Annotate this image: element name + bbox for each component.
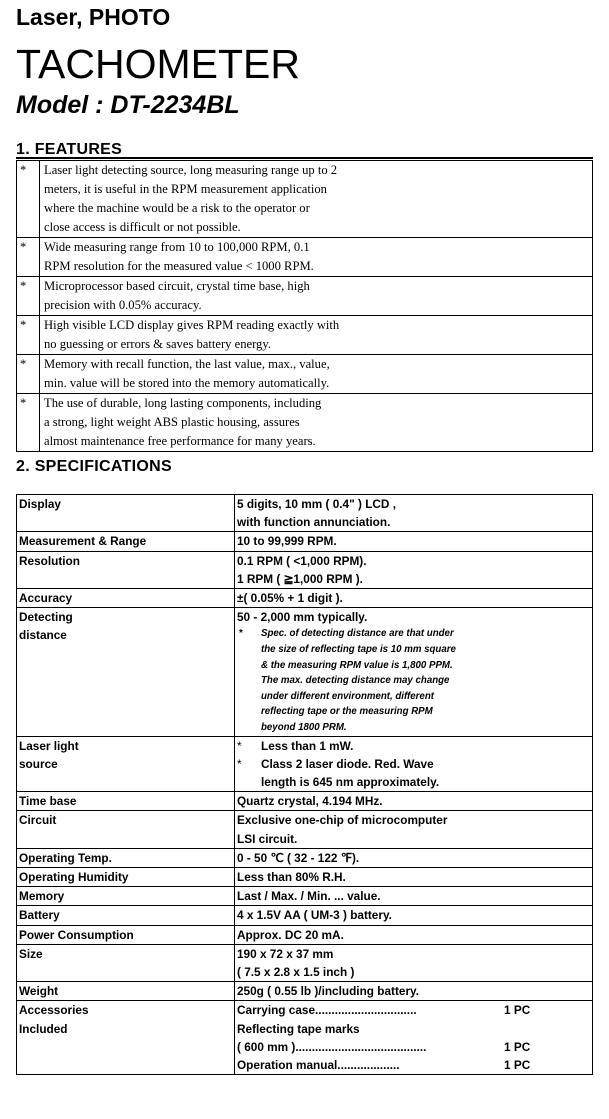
spec-label-line: Included bbox=[19, 1021, 68, 1036]
spec-value bbox=[235, 811, 593, 848]
note-line: beyond 1800 PRM. bbox=[261, 721, 347, 733]
note-line: Spec. of detecting distance are that under bbox=[261, 628, 454, 640]
spec-label bbox=[17, 608, 235, 736]
spec-value-line: 10 to 99,999 RPM. bbox=[237, 534, 337, 549]
feature-line: The use of durable, long lasting components, including bbox=[44, 396, 322, 410]
spec-value bbox=[235, 868, 593, 887]
bullet-star: * bbox=[17, 355, 40, 394]
bullet-star: * bbox=[17, 316, 40, 355]
bullet-star: * bbox=[17, 394, 40, 452]
spec-value-line: ±( 0.05% + 1 digit ). bbox=[237, 591, 343, 606]
feature-row bbox=[17, 238, 593, 277]
spec-value-line: 0 - 50 ℃ ( 32 - 122 ℉). bbox=[237, 850, 360, 865]
feature-line: Laser light detecting source, long measuring range up to 2 bbox=[44, 163, 338, 177]
feature-text bbox=[40, 238, 593, 277]
spec-row bbox=[17, 982, 593, 1001]
accessory-name: Operation manual................... bbox=[237, 1058, 400, 1073]
spec-value-line: ( 7.5 x 2.8 x 1.5 inch ) bbox=[237, 965, 355, 980]
spec-value bbox=[235, 736, 593, 792]
spec-value bbox=[235, 792, 593, 811]
spec-label bbox=[17, 589, 235, 608]
spec-value-line: Quartz crystal, 4.194 MHz. bbox=[237, 794, 383, 809]
accessory-item bbox=[237, 1056, 592, 1074]
feature-line: almost maintenance free performance for many years. bbox=[44, 434, 316, 448]
accessory-item bbox=[237, 1001, 592, 1019]
spec-row bbox=[17, 736, 593, 792]
note-star: * bbox=[239, 628, 243, 640]
feature-row bbox=[17, 394, 593, 452]
feature-line: a strong, light weight ABS plastic housing, assures bbox=[44, 415, 300, 429]
spec-label-line: Display bbox=[19, 497, 61, 511]
feature-text bbox=[40, 316, 593, 355]
model-number: Model : DT-2234BL bbox=[16, 91, 240, 119]
spec-label bbox=[17, 792, 235, 811]
feature-text bbox=[40, 277, 593, 316]
spec-value-line: 250g ( 0.55 lb )/including battery. bbox=[237, 984, 420, 999]
spec-label-line: Accuracy bbox=[19, 591, 73, 606]
feature-line: Microprocessor based circuit, crystal time base, high bbox=[44, 279, 310, 293]
note-line: the size of reflecting tape is 10 mm square bbox=[261, 644, 456, 656]
spec-label-line: source bbox=[19, 756, 58, 771]
feature-line: Memory with recall function, the last value, max., value, bbox=[44, 357, 330, 371]
accessory-item bbox=[237, 1020, 592, 1038]
bullet-star: * bbox=[17, 161, 40, 238]
spec-row bbox=[17, 551, 593, 588]
spec-label-line: Circuit bbox=[19, 813, 57, 828]
spec-label bbox=[17, 495, 235, 532]
feature-line: close access is difficult or not possible. bbox=[44, 220, 241, 234]
specifications-heading: 2. SPECIFICATIONS bbox=[16, 458, 172, 475]
title-tachometer: TACHOMETER bbox=[16, 41, 300, 87]
features-heading: 1. FEATURES bbox=[16, 141, 123, 158]
spec-row bbox=[17, 792, 593, 811]
feature-text bbox=[40, 355, 593, 394]
spec-label-line: Detecting bbox=[19, 610, 73, 625]
spec-value bbox=[235, 906, 593, 925]
spec-bullet bbox=[237, 755, 592, 791]
accessory-name: Reflecting tape marks bbox=[237, 1021, 360, 1036]
spec-value-line: Less than 80% R.H. bbox=[237, 870, 346, 884]
spec-label bbox=[17, 1001, 235, 1075]
spec-note bbox=[237, 626, 592, 735]
spec-label bbox=[17, 736, 235, 792]
spec-row bbox=[17, 944, 593, 981]
feature-line: where the machine would be a risk to the operator or bbox=[44, 201, 310, 215]
accessory-qty: 1 PC bbox=[504, 1058, 531, 1073]
feature-row bbox=[17, 355, 593, 394]
spec-label bbox=[17, 925, 235, 944]
spec-label bbox=[17, 848, 235, 867]
spec-label-line: Memory bbox=[19, 889, 65, 904]
spec-value bbox=[235, 551, 593, 588]
spec-value bbox=[235, 608, 593, 736]
spec-label-line: Measurement & Range bbox=[19, 534, 147, 549]
accessory-name: ( 600 mm )........................................ bbox=[237, 1039, 427, 1054]
spec-label-line: Laser light bbox=[19, 738, 79, 753]
spec-value-line: 0.1 RPM ( <1,000 RPM). bbox=[237, 553, 367, 568]
spec-label-line: Power Consumption bbox=[19, 927, 134, 942]
bullet-star: * bbox=[237, 738, 242, 753]
spec-label bbox=[17, 887, 235, 906]
bullet-line: Class 2 laser diode. Red. Wave bbox=[261, 756, 434, 771]
spec-value-line: 5 digits, 10 mm ( 0.4" ) LCD , bbox=[237, 497, 396, 511]
spec-row bbox=[17, 868, 593, 887]
spec-value bbox=[235, 944, 593, 981]
spec-label-line: Size bbox=[19, 946, 43, 961]
accessory-name: Carrying case............................... bbox=[237, 1003, 417, 1018]
spec-label bbox=[17, 982, 235, 1001]
feature-line: min. value will be stored into the memory automatically. bbox=[44, 376, 330, 390]
accessory-item bbox=[237, 1038, 592, 1056]
feature-line: Wide measuring range from 10 to 100,000 RPM, 0.1 bbox=[44, 240, 310, 254]
spec-label-line: Weight bbox=[19, 984, 59, 999]
bullet-star: * bbox=[17, 238, 40, 277]
spec-value bbox=[235, 887, 593, 906]
spec-value-line: with function annunciation. bbox=[237, 515, 391, 530]
spec-row bbox=[17, 608, 593, 736]
spec-value bbox=[235, 589, 593, 608]
feature-line: no guessing or errors & saves battery energy. bbox=[44, 337, 271, 351]
note-line: reflecting tape or the measuring RPM bbox=[261, 706, 433, 718]
spec-value-line: Approx. DC 20 mA. bbox=[237, 927, 344, 942]
spec-value bbox=[235, 495, 593, 532]
spec-value bbox=[235, 532, 593, 551]
spec-value-line: Last / Max. / Min. ... value. bbox=[237, 889, 381, 904]
bullet-star: * bbox=[237, 756, 242, 771]
note-line: The max. detecting distance may change bbox=[261, 675, 450, 687]
bullet-line: Less than 1 mW. bbox=[261, 738, 354, 753]
spec-label bbox=[17, 868, 235, 887]
spec-label-line: Resolution bbox=[19, 553, 80, 568]
spec-label-line: distance bbox=[19, 628, 67, 643]
spec-label bbox=[17, 551, 235, 588]
accessory-qty: 1 PC bbox=[504, 1039, 531, 1054]
spec-value-line: 4 x 1.5V AA ( UM-3 ) battery. bbox=[237, 908, 392, 923]
features-heading-rule bbox=[16, 157, 593, 159]
spec-bullet bbox=[237, 737, 592, 755]
spec-label-line: Operating Temp. bbox=[19, 850, 112, 865]
spec-label-line: Time base bbox=[19, 794, 77, 809]
feature-text bbox=[40, 394, 593, 452]
spec-label-line: Accessories bbox=[19, 1003, 89, 1018]
spec-value bbox=[235, 925, 593, 944]
title-laser-photo: Laser, PHOTO bbox=[16, 4, 171, 30]
spec-value bbox=[235, 982, 593, 1001]
feature-text bbox=[40, 161, 593, 238]
spec-label bbox=[17, 532, 235, 551]
spec-label-line: Operating Humidity bbox=[19, 870, 129, 884]
spec-value bbox=[235, 848, 593, 867]
accessory-qty: 1 PC bbox=[504, 1003, 531, 1018]
note-line: & the measuring RPM value is 1,800 PPM. bbox=[261, 659, 453, 671]
feature-line: High visible LCD display gives RPM reading exactly with bbox=[44, 318, 340, 332]
bullet-star: * bbox=[17, 277, 40, 316]
spec-row bbox=[17, 848, 593, 867]
feature-row bbox=[17, 316, 593, 355]
feature-line: meters, it is useful in the RPM measurement application bbox=[44, 182, 327, 196]
spec-label bbox=[17, 811, 235, 848]
spec-value-line: LSI circuit. bbox=[237, 831, 298, 846]
spec-value-line: Exclusive one-chip of microcomputer bbox=[237, 813, 448, 828]
spec-row bbox=[17, 495, 593, 532]
spec-row bbox=[17, 589, 593, 608]
accessory-qty bbox=[504, 1020, 592, 1038]
note-line: under different environment, different bbox=[261, 690, 434, 702]
feature-line: precision with 0.05% accuracy. bbox=[44, 298, 202, 312]
spec-value-line: 1 RPM ( ≧1,000 RPM ). bbox=[237, 571, 363, 586]
bullet-line: length is 645 nm approximately. bbox=[261, 774, 440, 789]
spec-row bbox=[17, 887, 593, 906]
spec-value bbox=[235, 1001, 593, 1075]
spec-label bbox=[17, 906, 235, 925]
feature-line: RPM resolution for the measured value < 1000 RPM. bbox=[44, 259, 314, 273]
spec-value-line: 190 x 72 x 37 mm bbox=[237, 946, 334, 961]
feature-row bbox=[17, 277, 593, 316]
spec-label-line: Battery bbox=[19, 908, 60, 923]
spec-row bbox=[17, 925, 593, 944]
spec-row bbox=[17, 811, 593, 848]
spec-row bbox=[17, 532, 593, 551]
feature-row bbox=[17, 161, 593, 238]
spec-row bbox=[17, 1001, 593, 1075]
spec-label bbox=[17, 944, 235, 981]
specifications-table bbox=[16, 494, 593, 1075]
spec-value-line: 50 - 2,000 mm typically. bbox=[237, 610, 368, 625]
features-table bbox=[16, 160, 593, 452]
spec-row bbox=[17, 906, 593, 925]
